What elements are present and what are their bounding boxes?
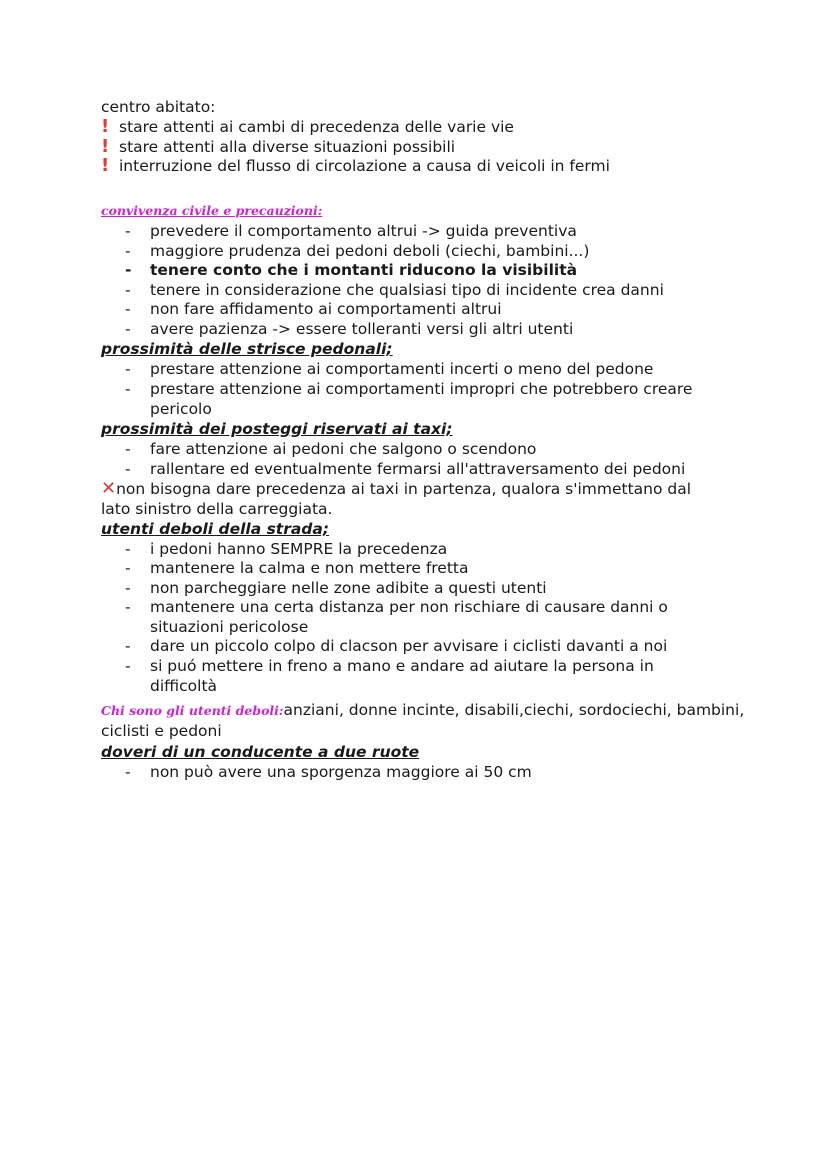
list-item: prestare attenzione ai comportamenti incerti o meno del pedone xyxy=(150,360,654,378)
bullet-dash: - xyxy=(125,460,131,478)
list-item: non parcheggiare nelle zone adibite a questi utenti xyxy=(150,579,547,597)
taxi-note xyxy=(101,479,691,499)
taxi-note-continuation: lato sinistro della carreggiata. xyxy=(101,500,333,518)
bullet-dash: - xyxy=(125,540,131,558)
list-item: non fare affidamento ai comportamenti altrui xyxy=(150,300,502,318)
bullet-dash: - xyxy=(125,440,131,458)
list-item-bold: tenere conto che i montanti riducono la visibilità xyxy=(150,261,578,279)
chi-sono-label: Chi sono gli utenti deboli: xyxy=(101,703,284,718)
list-item: prevedere il comportamento altrui -> guida preventiva xyxy=(150,222,577,240)
list-item: i pedoni hanno SEMPRE la precedenza xyxy=(150,540,448,558)
list-item: avere pazienza -> essere tolleranti versi gli altri utenti xyxy=(150,320,574,338)
list-item: prestare attenzione ai comportamenti impropri che potrebbero creare xyxy=(150,380,693,398)
warning-text: interruzione del flusso di circolazione a causa di veicoli in fermi xyxy=(119,157,610,175)
list-item: rallentare ed eventualmente fermarsi all'attraversamento dei pedoni xyxy=(150,460,686,478)
bullet-dash: - xyxy=(125,598,131,616)
section-title-centro-abitato: centro abitato: xyxy=(101,98,216,116)
section-heading-convivenza: convivenza civile e precauzioni: xyxy=(101,203,323,218)
list-item: dare un piccolo colpo di clacson per avvisare i ciclisti davanti a noi xyxy=(150,637,668,655)
taxi-note-text: non bisogna dare precedenza ai taxi in partenza, qualora s'immettano dal xyxy=(116,480,692,498)
list-item-continuation: difficoltà xyxy=(150,677,218,695)
bullet-dash: - xyxy=(125,637,131,655)
bullet-dash: - xyxy=(125,300,131,318)
list-item-continuation: situazioni pericolose xyxy=(150,618,309,636)
exclamation-icon: ! xyxy=(101,155,110,176)
bullet-dash: - xyxy=(125,320,131,338)
warning-item xyxy=(101,156,610,176)
bullet-dash: - xyxy=(125,657,131,675)
section-heading-due-ruote: doveri di un conducente a due ruote xyxy=(101,743,420,761)
section-heading-taxi: prossimità dei posteggi riservati ai taxi; xyxy=(101,420,453,438)
warning-text: stare attenti ai cambi di precedenza delle varie vie xyxy=(119,118,514,136)
bullet-dash: - xyxy=(125,559,131,577)
warning-text: stare attenti alla diverse situazioni possibili xyxy=(119,138,456,156)
bullet-dash: - xyxy=(125,242,131,260)
warning-item xyxy=(101,137,455,157)
list-item: si puó mettere in freno a mano e andare ad aiutare la persona in xyxy=(150,657,654,675)
list-item: fare attenzione ai pedoni che salgono o scendono xyxy=(150,440,537,458)
chi-sono-continuation: ciclisti e pedoni xyxy=(101,722,222,740)
chi-sono-paragraph xyxy=(101,700,744,721)
bullet-dash: - xyxy=(125,763,131,781)
bullet-dash: - xyxy=(125,281,131,299)
list-item: tenere in considerazione che qualsiasi tipo di incidente crea danni xyxy=(150,281,664,299)
exclamation-icon: ! xyxy=(101,116,110,137)
cross-mark-icon: ✕ xyxy=(101,478,117,499)
section-heading-deboli: utenti deboli della strada; xyxy=(101,520,330,538)
list-item: non può avere una sporgenza maggiore ai 50 cm xyxy=(150,763,532,781)
bullet-dash: - xyxy=(125,261,132,279)
bullet-dash: - xyxy=(125,579,131,597)
chi-sono-text: anziani, donne incinte, disabili,ciechi, sordociechi, bambini, xyxy=(283,701,745,719)
list-item-continuation: pericolo xyxy=(150,400,212,418)
exclamation-icon: ! xyxy=(101,136,110,157)
bullet-dash: - xyxy=(125,380,131,398)
warning-item xyxy=(101,117,514,137)
bullet-dash: - xyxy=(125,360,131,378)
section-heading-strisce: prossimità delle strisce pedonali; xyxy=(101,340,393,358)
list-item: mantenere una certa distanza per non rischiare di causare danni o xyxy=(150,598,668,616)
list-item: maggiore prudenza dei pedoni deboli (ciechi, bambini...) xyxy=(150,242,590,260)
bullet-dash: - xyxy=(125,222,131,240)
list-item: mantenere la calma e non mettere fretta xyxy=(150,559,469,577)
